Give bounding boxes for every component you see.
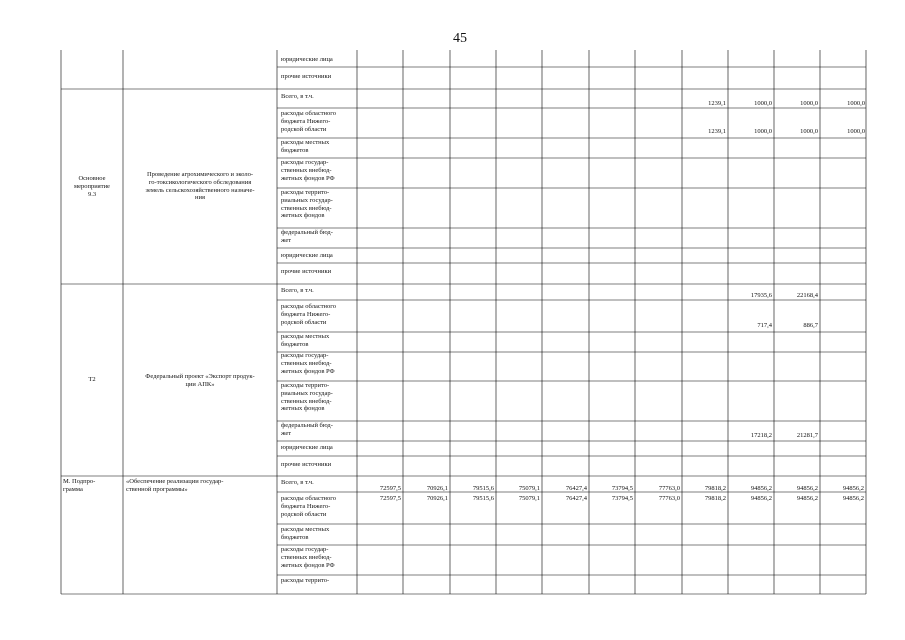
table-cell: 1000,0: [847, 100, 865, 107]
block1-source-terr-funds: расходы террито- риальных государ- ственных внебюд- жетных фондов: [281, 189, 333, 220]
table-cell: 22168,4: [796, 292, 818, 299]
block2-source-regional: расходы областного бюджета Нижего- родской области: [281, 303, 337, 326]
table-cell: 1000,0: [800, 128, 818, 135]
block3-source-terr-funds-cut: расходы террито-: [281, 577, 330, 584]
table-cell: 886,7: [803, 322, 818, 329]
table-cell: 76427,4: [565, 495, 587, 502]
table-cell: 75079,1: [518, 495, 540, 502]
block1-source-state-funds: расходы государ- ственных внебюд- жетных фондов РФ: [281, 159, 335, 182]
block1-code: Основное мероприятие 9.3: [74, 175, 110, 198]
table-cell: 717,4: [757, 322, 772, 329]
source-legal-top: юридические лица: [281, 56, 333, 63]
table-cell: 70926,1: [426, 485, 448, 492]
table-cell: 94856,2: [842, 485, 864, 492]
table-cell: 79818,2: [704, 485, 726, 492]
block2-source-local: расходы местных бюджетов: [281, 333, 330, 348]
table-cell: 94856,2: [750, 485, 772, 492]
block3-source-total: Всего, в т.ч.: [281, 479, 314, 486]
table-cell: 79515,6: [472, 485, 494, 492]
block3-source-regional: расходы областного бюджета Нижего- родской области: [281, 495, 337, 518]
table-cell: 1239,1: [708, 100, 726, 107]
block2-source-federal: федеральный бюд- жет: [281, 422, 333, 437]
block2-source-terr-funds: расходы террито- риальных государ- ственных внебюд- жетных фондов: [281, 382, 333, 413]
table-cell: 17218,2: [750, 432, 772, 439]
block2-source-state-funds: расходы государ- ственных внебюд- жетных фондов РФ: [281, 352, 335, 375]
table-cell: 76427,4: [565, 485, 587, 492]
block1-source-federal: федеральный бюд- жет: [281, 229, 333, 244]
block2-source-total: Всего, в т.ч.: [281, 287, 314, 294]
block1-source-total: Всего, в т.ч.: [281, 93, 314, 100]
block3-source-state-funds: расходы государ- ственных внебюд- жетных фондов РФ: [281, 546, 335, 569]
page-number: 45: [453, 31, 467, 46]
table-cell: 21281,7: [796, 432, 818, 439]
block1-source-regional: расходы областного бюджета Нижего- родской области: [281, 110, 337, 133]
table-cell: 94856,2: [796, 485, 818, 492]
block1-source-local: расходы местных бюджетов: [281, 139, 330, 154]
block2-code: Т2: [88, 376, 96, 383]
table-cell: 1000,0: [847, 128, 865, 135]
block2-name: Федеральный проект «Экспорт продук- ции АПК»: [145, 373, 255, 388]
block3-name: «Обеспечение реализации государ- ственной программы»: [126, 478, 224, 493]
table-cell: 70926,1: [426, 495, 448, 502]
table-cell: 94856,2: [842, 495, 864, 502]
block1-source-other: прочие источники: [281, 268, 332, 275]
block1-name: Проведение агрохимического и эколо- го-токсикологического обследования земель сельскохозяйственного назначе- ния: [145, 171, 255, 202]
block1-source-legal: юридические лица: [281, 252, 333, 259]
source-other-top: прочие источники: [281, 73, 332, 80]
block3-code: М. Подпро- грамма: [63, 478, 96, 493]
table-cell: 79818,2: [704, 495, 726, 502]
table-cell: 77763,0: [658, 495, 680, 502]
table-cell: 73794,5: [611, 485, 633, 492]
block2-source-legal: юридические лица: [281, 444, 333, 451]
block3-source-local: расходы местных бюджетов: [281, 526, 330, 541]
table-cell: 77763,0: [658, 485, 680, 492]
table-cell: 94856,2: [796, 495, 818, 502]
table-cell: 1239,1: [708, 128, 726, 135]
table-cell: 94856,2: [750, 495, 772, 502]
table-cell: 79515,6: [472, 495, 494, 502]
table-cell: 75079,1: [518, 485, 540, 492]
table-cell: 17935,6: [750, 292, 772, 299]
table-cell: 1000,0: [754, 100, 772, 107]
table-cell: 72597,5: [379, 485, 401, 492]
table-cell: 1000,0: [754, 128, 772, 135]
table-cell: 1000,0: [800, 100, 818, 107]
table-cell: 72597,5: [379, 495, 401, 502]
block2-source-other: прочие источники: [281, 461, 332, 468]
table-cell: 73794,5: [611, 495, 633, 502]
